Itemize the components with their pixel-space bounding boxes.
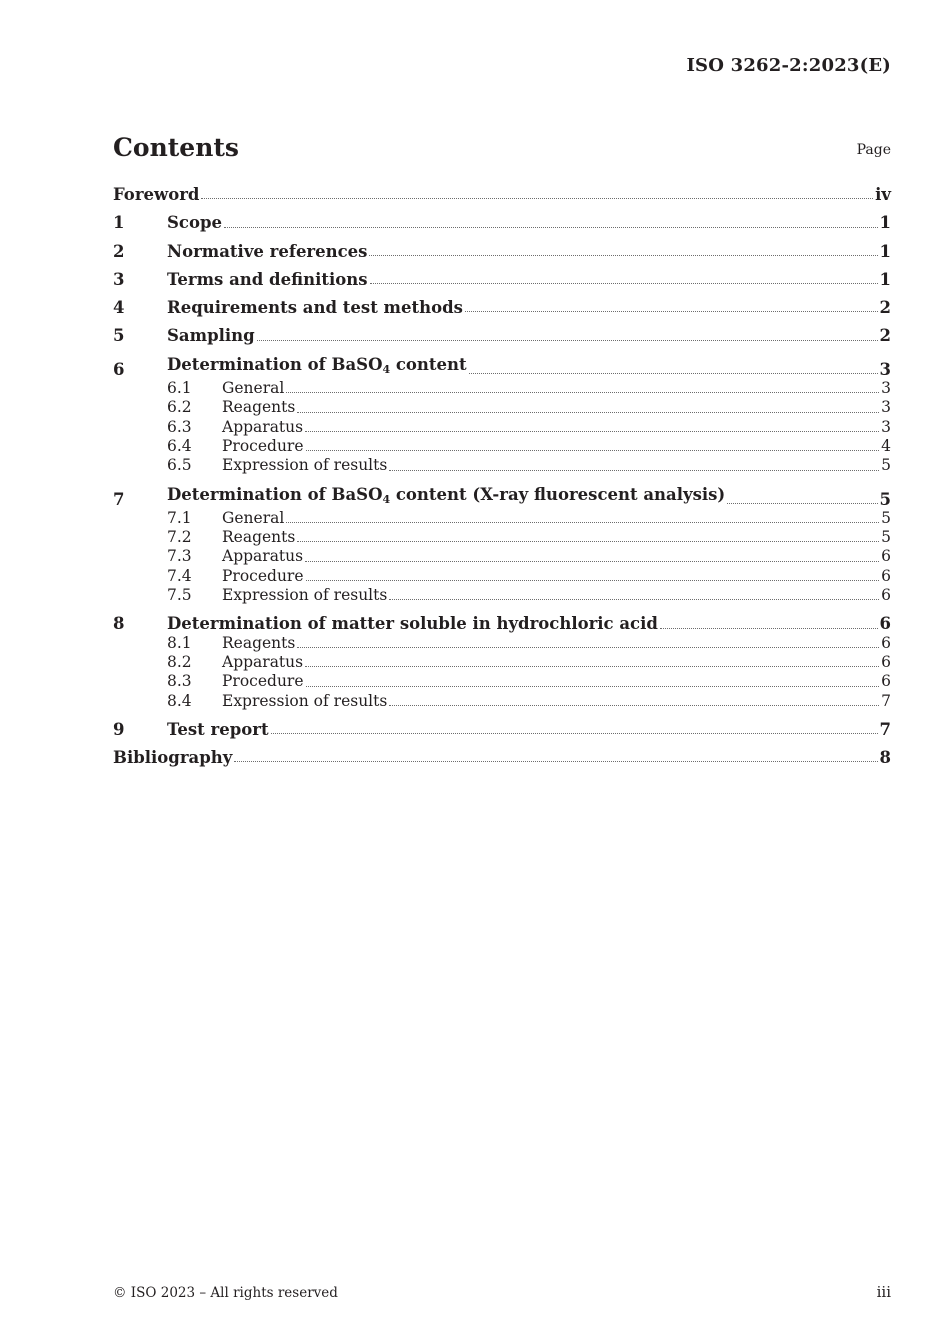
page-title: Contents [113,133,240,162]
toc-entry-title-text: Bibliography [113,748,233,768]
toc-entry[interactable] [113,298,891,317]
toc-entry-page: 6 [881,547,891,566]
dot-leader [286,392,879,393]
toc-entry-title [167,485,725,509]
toc-entry-title [113,748,232,767]
toc-entry-page: 6 [879,614,891,634]
toc-subentry[interactable] [113,418,891,437]
dot-leader [305,561,879,562]
toc-entry-number: 8.1 [167,633,192,652]
toc-entry[interactable] [113,242,891,261]
toc-entry-title [167,270,368,289]
dot-leader [297,541,879,542]
toc-entry-number: 8.4 [167,691,192,710]
toc-entry-title-text: Procedure [222,436,304,455]
toc-entry-page: 5 [881,456,891,475]
toc-entry-title-text: Normative references [167,241,368,261]
toc-entry-title-text: General [222,379,285,398]
dot-leader [306,580,880,581]
dot-leader [297,412,879,413]
toc-entry[interactable] [113,485,891,509]
dot-leader [305,431,879,432]
toc-subentry[interactable] [113,379,891,398]
toc-entry-title [167,213,222,232]
toc-entry-page: 2 [879,298,891,318]
toc-entry-number: 8.2 [167,652,192,671]
dot-leader [201,198,873,199]
toc-entry-number: 6.2 [167,398,192,417]
chemical-subscript: 4 [382,362,391,376]
dot-leader [297,647,879,648]
toc-subentry[interactable] [113,567,891,586]
dot-leader [234,761,877,762]
toc-subentry[interactable] [113,437,891,456]
toc-entry-number: 8.3 [167,672,192,691]
toc-entry-title [167,355,467,379]
toc-entry-title [222,547,303,566]
dot-leader [271,733,878,734]
toc-entry-number: 7.3 [167,547,192,566]
toc-subentry[interactable] [113,653,891,672]
toc-entry-page: 1 [879,269,891,289]
toc-entry-title-text: Requirements and test methods [167,298,463,318]
toc-entry-title [222,692,387,711]
toc-entry-number: 3 [113,269,125,289]
document-identifier: ISO 3262-2:2023(E) [686,55,891,76]
toc-entry-number: 2 [113,241,125,261]
toc-entry-number: 6.5 [167,456,192,475]
toc-entry-title-text: Determination of BaSO [167,484,383,504]
dot-leader [465,311,878,312]
toc-entry-title [222,437,304,456]
toc-entry-title [167,614,658,633]
toc-entry-page: 7 [881,691,891,710]
toc-subentry[interactable] [113,634,891,653]
toc-entry-page: 6 [881,586,891,605]
toc-entry-title-text: Expression of results [222,691,388,710]
toc-entry-number: 1 [113,213,125,233]
toc-entry-number: 9 [113,719,125,739]
dot-leader [469,373,878,374]
toc-entry-page: 5 [879,489,891,509]
toc-entry-page: 7 [879,719,891,739]
toc-entry-page: 3 [881,417,891,436]
toc-entry-number: 4 [113,298,125,318]
toc-entry-title [222,456,387,475]
toc-entry-page: 6 [881,652,891,671]
toc-entry-page: 1 [879,213,891,233]
toc-entry[interactable] [113,270,891,289]
toc-entry-title [222,528,295,547]
toc-entry-number: 7.4 [167,566,192,585]
toc-entry[interactable] [113,185,891,204]
toc-entry-title-text: Determination of matter soluble in hydrochloric acid [167,614,658,634]
toc-entry-page: 2 [879,326,891,346]
dot-leader [257,340,878,341]
page-column-label: Page [856,142,891,158]
toc-entry-number: 5 [113,326,125,346]
toc-entry-page: 3 [881,398,891,417]
toc-entry-title-text: Procedure [222,672,304,691]
page-number: iii [876,1283,891,1301]
toc-subentry[interactable] [113,528,891,547]
copyright-notice: © ISO 2023 – All rights reserved [113,1285,338,1301]
toc-entry-number: 6.4 [167,436,192,455]
toc-entry-title-text: Apparatus [222,417,304,436]
dot-leader [389,599,879,600]
toc-entry-title-text: Apparatus [222,547,304,566]
dot-leader [389,705,879,706]
toc-entry-title-text: Test report [167,719,269,739]
toc-entry-title-text: Reagents [222,398,296,417]
toc-entry[interactable] [113,213,891,232]
dot-leader [306,450,880,451]
toc-subentry[interactable] [113,398,891,417]
toc-entry-title [222,567,304,586]
toc-entry-title-text: Reagents [222,528,296,547]
toc-subentry[interactable] [113,692,891,711]
toc-entry-title-text: Sampling [167,326,255,346]
toc-entry-title-text: Terms and definitions [167,269,368,289]
dot-leader [660,628,878,629]
toc-entry-title [222,418,303,437]
dot-leader [370,283,878,284]
toc-entry-title [222,634,295,653]
dot-leader [305,666,879,667]
toc-subentry[interactable] [113,586,891,605]
toc-entry-page: 5 [881,508,891,527]
toc-entry-title-text: Foreword [113,185,200,204]
toc-entry-page: 3 [881,379,891,398]
toc-entry-title-text: Expression of results [222,586,388,605]
toc-entry-page: iv [875,185,891,204]
toc-entry-title-text: General [222,508,285,527]
toc-entry-title-text: Procedure [222,566,304,585]
toc-entry-title [222,653,303,672]
toc-entry-title [222,398,295,417]
toc-entry-number: 6.3 [167,417,192,436]
toc-entry-title-suffix: content [390,354,467,374]
toc-entry-page: 5 [881,528,891,547]
toc-entry-title [222,379,284,398]
toc-entry-page: 8 [879,748,891,768]
toc-subentry[interactable] [113,672,891,691]
toc-subentry[interactable] [113,456,891,475]
toc-entry-page: 1 [879,241,891,261]
toc-entry-title-text: Expression of results [222,456,388,475]
toc-entry-title [167,326,255,345]
toc-entry-number: 7.1 [167,508,192,527]
toc-entry-title [167,720,269,739]
dot-leader [369,255,877,256]
dot-leader [224,227,878,228]
toc-entry-title-text: Apparatus [222,652,304,671]
toc-entry[interactable] [113,748,891,767]
toc-entry-number: 8 [113,614,125,634]
toc-entry-title [222,672,304,691]
toc-entry-number: 7 [113,489,125,509]
toc-entry-title-text: Reagents [222,633,296,652]
dot-leader [286,522,879,523]
dot-leader [306,686,880,687]
toc-entry-title [167,242,367,261]
toc-entry[interactable] [113,355,891,379]
toc-entry-number: 6.1 [167,379,192,398]
toc-entry-title-suffix: content (X-ray fluorescent analysis) [390,484,726,504]
toc-entry[interactable] [113,326,891,345]
toc-entry-page: 6 [881,672,891,691]
toc-entry-title [167,298,463,317]
toc-entry-page: 6 [881,633,891,652]
toc-entry-title-text: Scope [167,213,223,233]
toc-entry-page: 3 [879,359,891,379]
toc-entry-title-text: Determination of BaSO [167,354,383,374]
toc-entry-page: 6 [881,566,891,585]
dot-leader [389,470,879,471]
toc-entry-number: 7.2 [167,528,192,547]
toc-subentry[interactable] [113,547,891,566]
table-of-contents [113,185,891,767]
toc-entry-title [222,509,284,528]
toc-entry-title [113,185,199,204]
toc-entry-page: 4 [881,436,891,455]
toc-entry-title [222,586,387,605]
toc-entry-number: 6 [113,359,125,379]
toc-entry[interactable] [113,720,891,739]
toc-entry-number: 7.5 [167,586,192,605]
chemical-subscript: 4 [382,492,391,506]
toc-subentry[interactable] [113,509,891,528]
toc-entry[interactable] [113,614,891,633]
dot-leader [727,503,877,504]
